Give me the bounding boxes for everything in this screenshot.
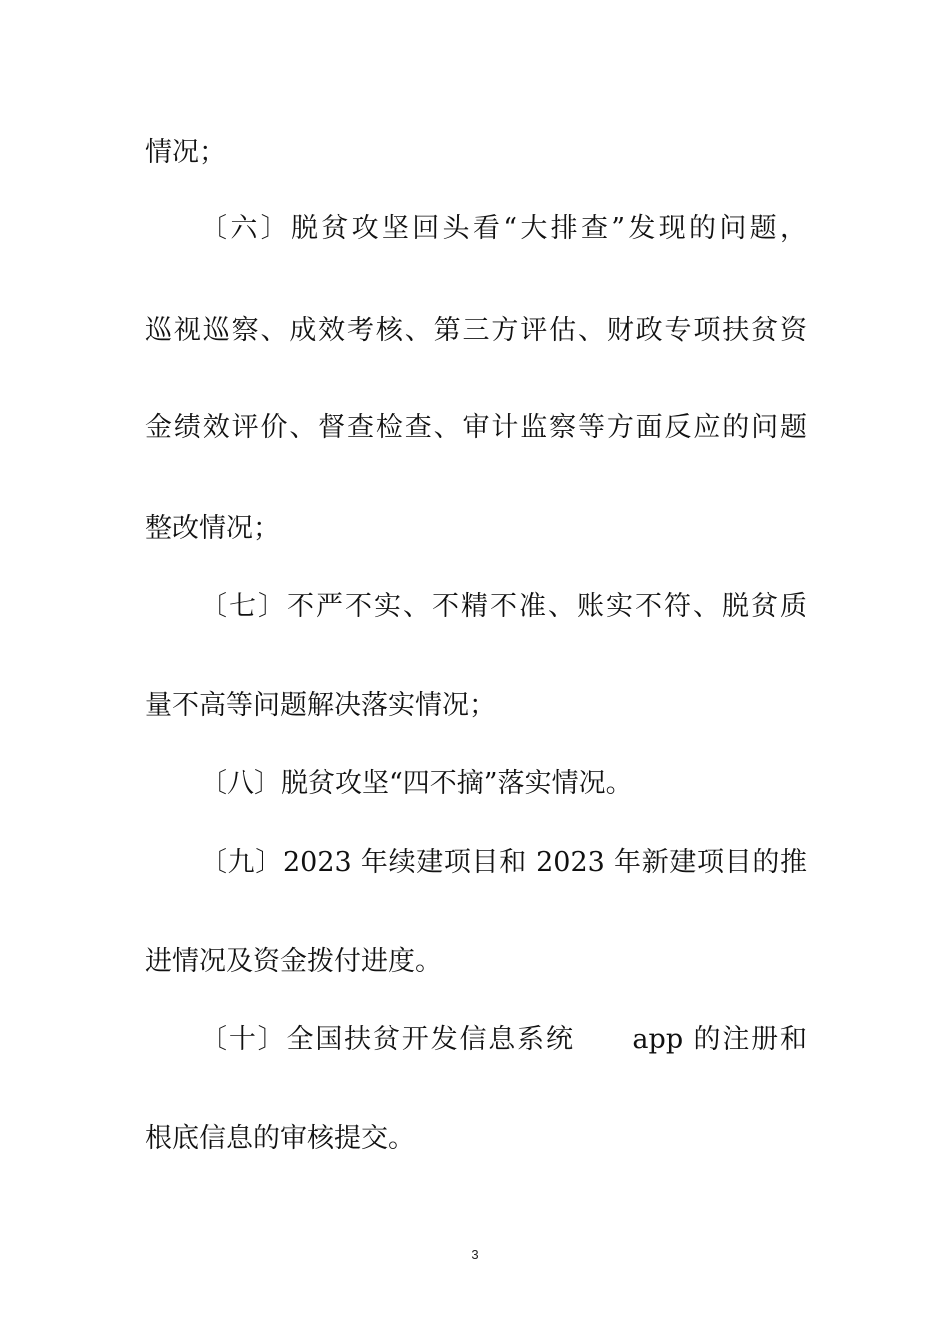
text-line: 根底信息的审核提交。 xyxy=(145,1123,415,1154)
text-line: 金绩效评价、督查检查、审计监察等方面反应的问题 xyxy=(145,412,807,443)
section-seven-heading: 〔七〕不严不实、不精不准、账实不符、脱贫质 xyxy=(200,591,807,622)
text-line: 情况； xyxy=(145,137,226,168)
text-line: 量不高等问题解决落实情况； xyxy=(145,690,496,721)
text-line: 整改情况； xyxy=(145,513,280,544)
section-six-heading: 〔六〕脱贫攻坚回头看“大排查”发现的问题， xyxy=(200,213,807,244)
section-eight-heading: 〔八〕脱贫攻坚“四不摘”落实情况。 xyxy=(200,768,633,799)
text-line: 进情况及资金拨付进度。 xyxy=(145,946,442,977)
text-line: 巡视巡察、成效考核、第三方评估、财政专项扶贫资 xyxy=(145,315,807,346)
section-ten-heading: 〔十〕全国扶贫开发信息系统 app 的注册和 xyxy=(200,1024,807,1055)
section-nine-heading: 〔九〕2023 年续建项目和 2023 年新建项目的推 xyxy=(200,847,807,878)
page-number: 3 xyxy=(471,1247,479,1262)
